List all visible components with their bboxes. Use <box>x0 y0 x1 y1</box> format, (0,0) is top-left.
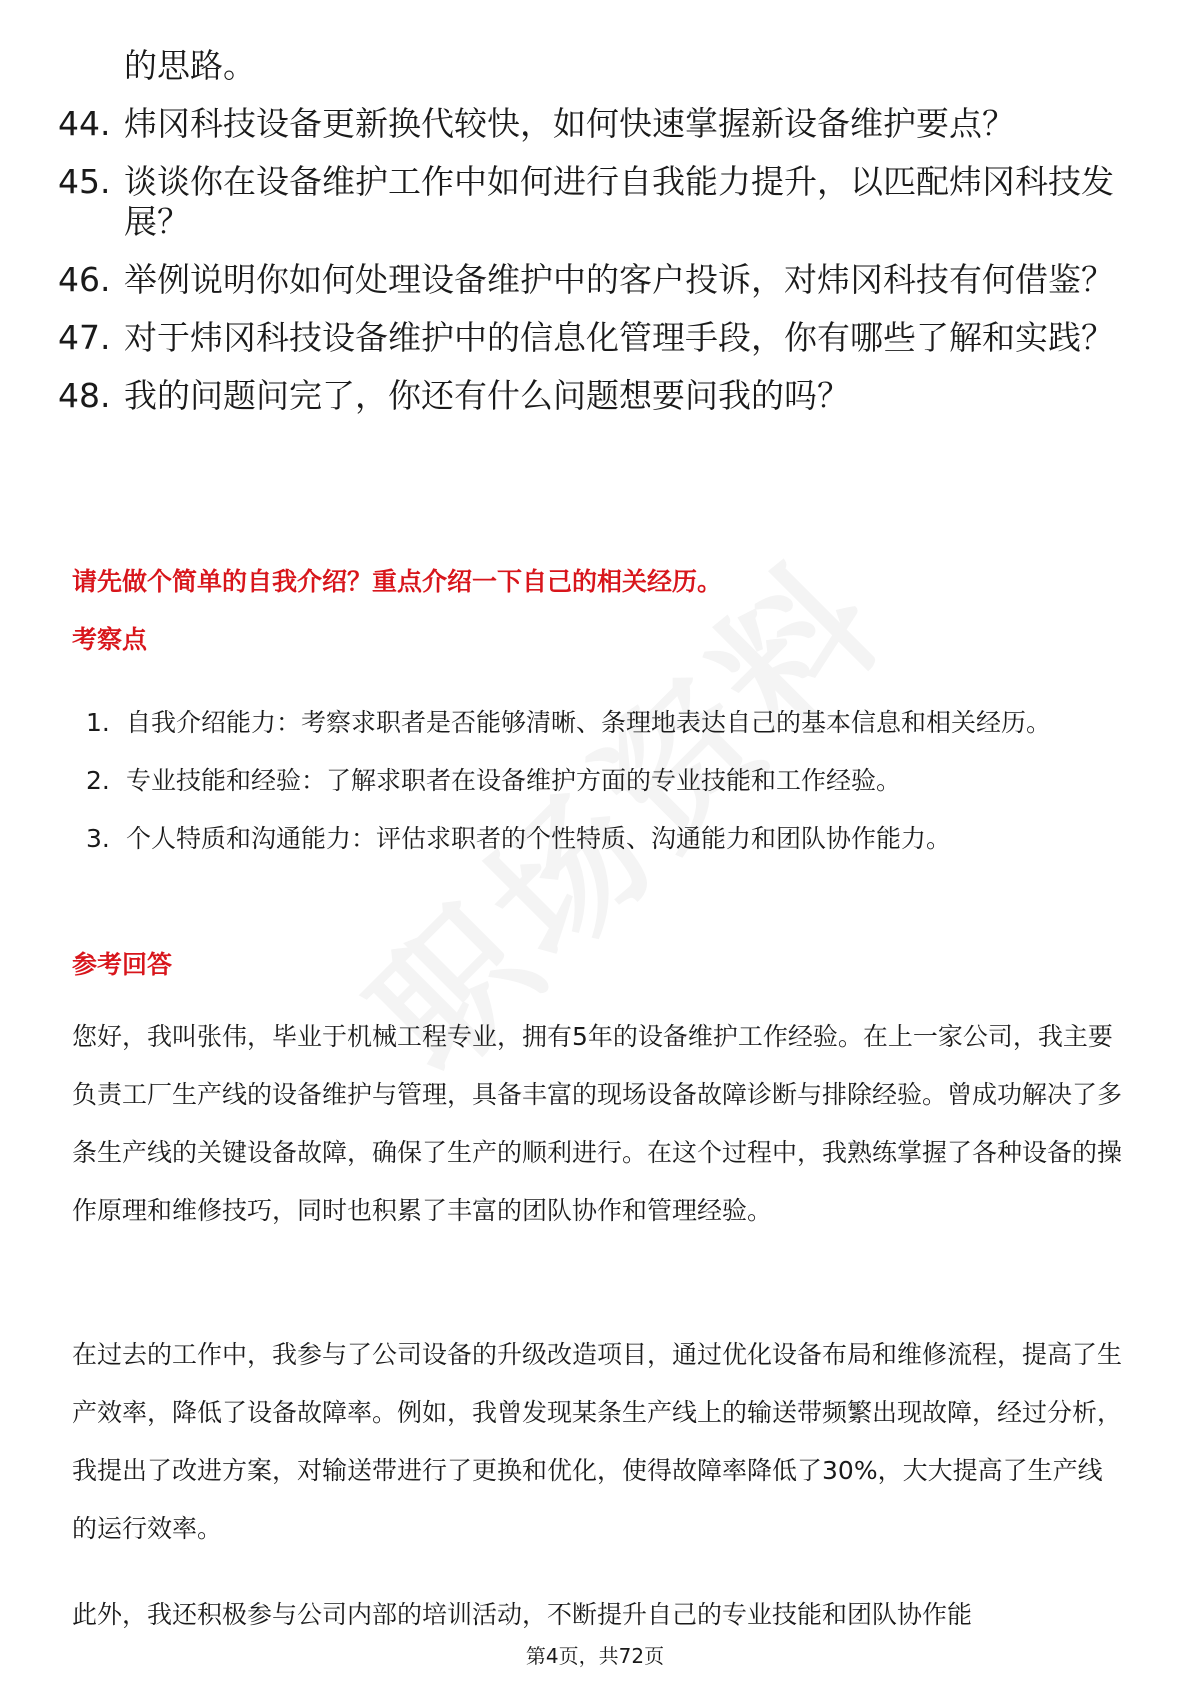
question-number: 45. <box>58 162 111 201</box>
answer-paragraph: 您好，我叫张伟，毕业于机械工程专业，拥有5年的设备维护工作经验。在上一家公司，我主要负责工厂生产线的设备维护与管理，具备丰富的现场设备故障诊断与排除经验。曾成功解决了多条生产线的关键设备故障，确保了生产的顺利进行。在这个过程中，我熟练掌握了各种设备的操作原理和维修技巧，同时也积累了丰富的团队协作和管理经验。 <box>72 1022 1123 1225</box>
page-footer: 第4页，共72页 <box>525 1644 665 1668</box>
question-continuation: 的思路。 <box>124 46 256 85</box>
point-item <box>86 694 1136 752</box>
question-item <box>58 162 1138 242</box>
question-list <box>58 46 1138 434</box>
question-item <box>58 104 1138 144</box>
question-text: 对于炜冈科技设备维护中的信息化管理手段，你有哪些了解和实践？ <box>124 318 1114 357</box>
point-number: 1. <box>86 708 110 737</box>
question-item <box>58 376 1138 416</box>
section-title-answer: 参考回答 <box>72 950 173 979</box>
points-list <box>86 694 1136 868</box>
point-number: 3. <box>86 824 110 853</box>
question-text: 举例说明你如何处理设备维护中的客户投诉，对炜冈科技有何借鉴？ <box>124 260 1114 299</box>
point-item <box>86 752 1136 810</box>
question-number: 44. <box>58 104 111 143</box>
point-text: 自我介绍能力：考察求职者是否能够清晰、条理地表达自己的基本信息和相关经历。 <box>126 708 1052 737</box>
question-item <box>58 260 1138 300</box>
point-text: 专业技能和经验：了解求职者在设备维护方面的专业技能和工作经验。 <box>126 766 902 795</box>
question-number: 46. <box>58 260 111 299</box>
point-item <box>86 810 1136 868</box>
question-title: 请先做个简单的自我介绍？重点介绍一下自己的相关经历。 <box>72 567 723 596</box>
point-text: 个人特质和沟通能力：评估求职者的个性特质、沟通能力和团队协作能力。 <box>126 824 952 853</box>
question-number: 47. <box>58 318 111 357</box>
section-title-points: 考察点 <box>72 625 148 654</box>
question-text: 我的问题问完了，你还有什么问题想要问我的吗？ <box>124 376 850 415</box>
answer-paragraph: 此外，我还积极参与公司内部的培训活动，不断提升自己的专业技能和团队协作能 <box>72 1600 973 1629</box>
point-number: 2. <box>86 766 110 795</box>
question-number: 48. <box>58 376 111 415</box>
question-item <box>58 318 1138 358</box>
question-text: 谈谈你在设备维护工作中如何进行自我能力提升，以匹配炜冈科技发展？ <box>124 162 1114 241</box>
question-text: 炜冈科技设备更新换代较快，如何快速掌握新设备维护要点？ <box>124 104 1015 143</box>
answer-paragraph: 在过去的工作中，我参与了公司设备的升级改造项目，通过优化设备布局和维修流程，提高了生产效率，降低了设备故障率。例如，我曾发现某条生产线上的输送带频繁出现故障，经过分析，我提出了改进方案，对输送带进行了更换和优化，使得故障率降低了30%，大大提高了生产线的运行效率。 <box>72 1340 1123 1543</box>
